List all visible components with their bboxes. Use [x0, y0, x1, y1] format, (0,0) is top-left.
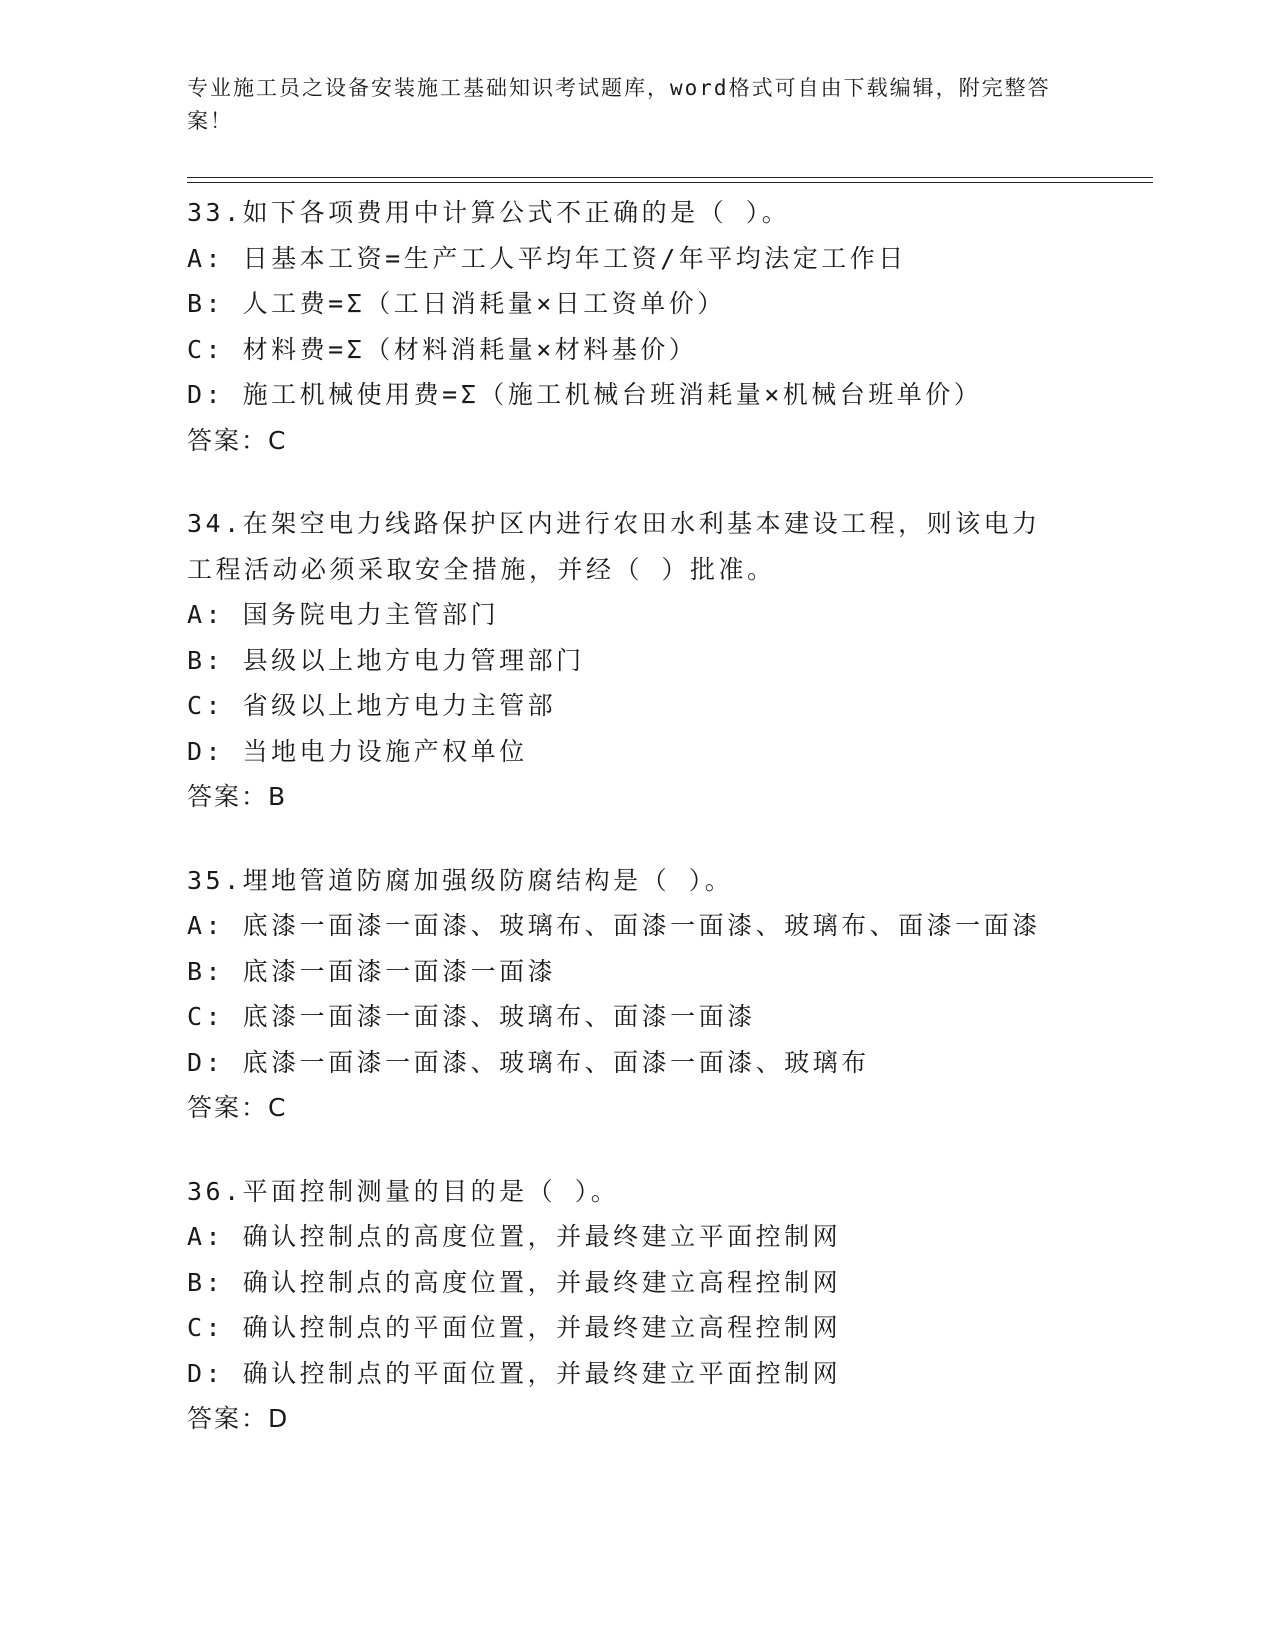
option-c: C: 省级以上地方电力主管部 [187, 691, 557, 720]
option-b: B: 确认控制点的高度位置，并最终建立高程控制网 [187, 1267, 842, 1297]
answer: 答案：C [187, 1093, 288, 1122]
option-c: C: 底漆一面漆一面漆、玻璃布、面漆一面漆 [187, 1002, 756, 1031]
option-b: B: 县级以上地方电力管理部门 [187, 645, 585, 675]
option-d: D: 确认控制点的平面位置，并最终建立平面控制网 [187, 1358, 842, 1388]
question-36 [187, 1169, 1087, 1442]
question-34 [187, 501, 1087, 820]
option-b: B: 底漆一面漆一面漆一面漆 [187, 956, 557, 986]
document-header: 专业施工员之设备安装施工基础知识考试题库，word格式可自由下载编辑，附完整答案！ [187, 76, 1051, 133]
option-a: A: 确认控制点的高度位置，并最终建立平面控制网 [187, 1222, 842, 1251]
option-b: B: 人工费=Σ（工日消耗量×日工资单价） [187, 289, 726, 318]
question-stem: 34.在架空电力线路保护区内进行农田水利基本建设工程，则该电力工程活动必须采取安全措施，并经（ ）批准。 [187, 509, 1041, 584]
answer: 答案：C [187, 425, 288, 455]
option-d: D: 底漆一面漆一面漆、玻璃布、面漆一面漆、玻璃布 [187, 1047, 870, 1077]
question-33 [187, 190, 1087, 463]
question-stem: 35.埋地管道防腐加强级防腐结构是（ ）。 [187, 865, 734, 895]
question-stem: 33.如下各项费用中计算公式不正确的是（ ）。 [187, 198, 791, 227]
option-d: D: 当地电力设施产权单位 [187, 736, 528, 766]
option-c: C: 材料费=Σ（材料消耗量×材料基价） [187, 334, 698, 364]
answer: 答案：B [187, 782, 288, 811]
answer: 答案：D [187, 1404, 290, 1433]
header-divider-bottom [187, 182, 1153, 183]
question-35 [187, 858, 1087, 1131]
option-a: A: 底漆一面漆一面漆、玻璃布、面漆一面漆、玻璃布、面漆一面漆 [187, 911, 1041, 940]
header-divider-top [187, 177, 1153, 178]
question-list [187, 190, 1087, 1480]
question-stem: 36.平面控制测量的目的是（ ）。 [187, 1176, 620, 1206]
option-a: A: 日基本工资=生产工人平均年工资/年平均法定工作日 [187, 243, 907, 273]
option-a: A: 国务院电力主管部门 [187, 600, 500, 629]
option-c: C: 确认控制点的平面位置，并最终建立高程控制网 [187, 1313, 842, 1342]
option-d: D: 施工机械使用费=Σ（施工机械台班消耗量×机械台班单价） [187, 380, 983, 409]
